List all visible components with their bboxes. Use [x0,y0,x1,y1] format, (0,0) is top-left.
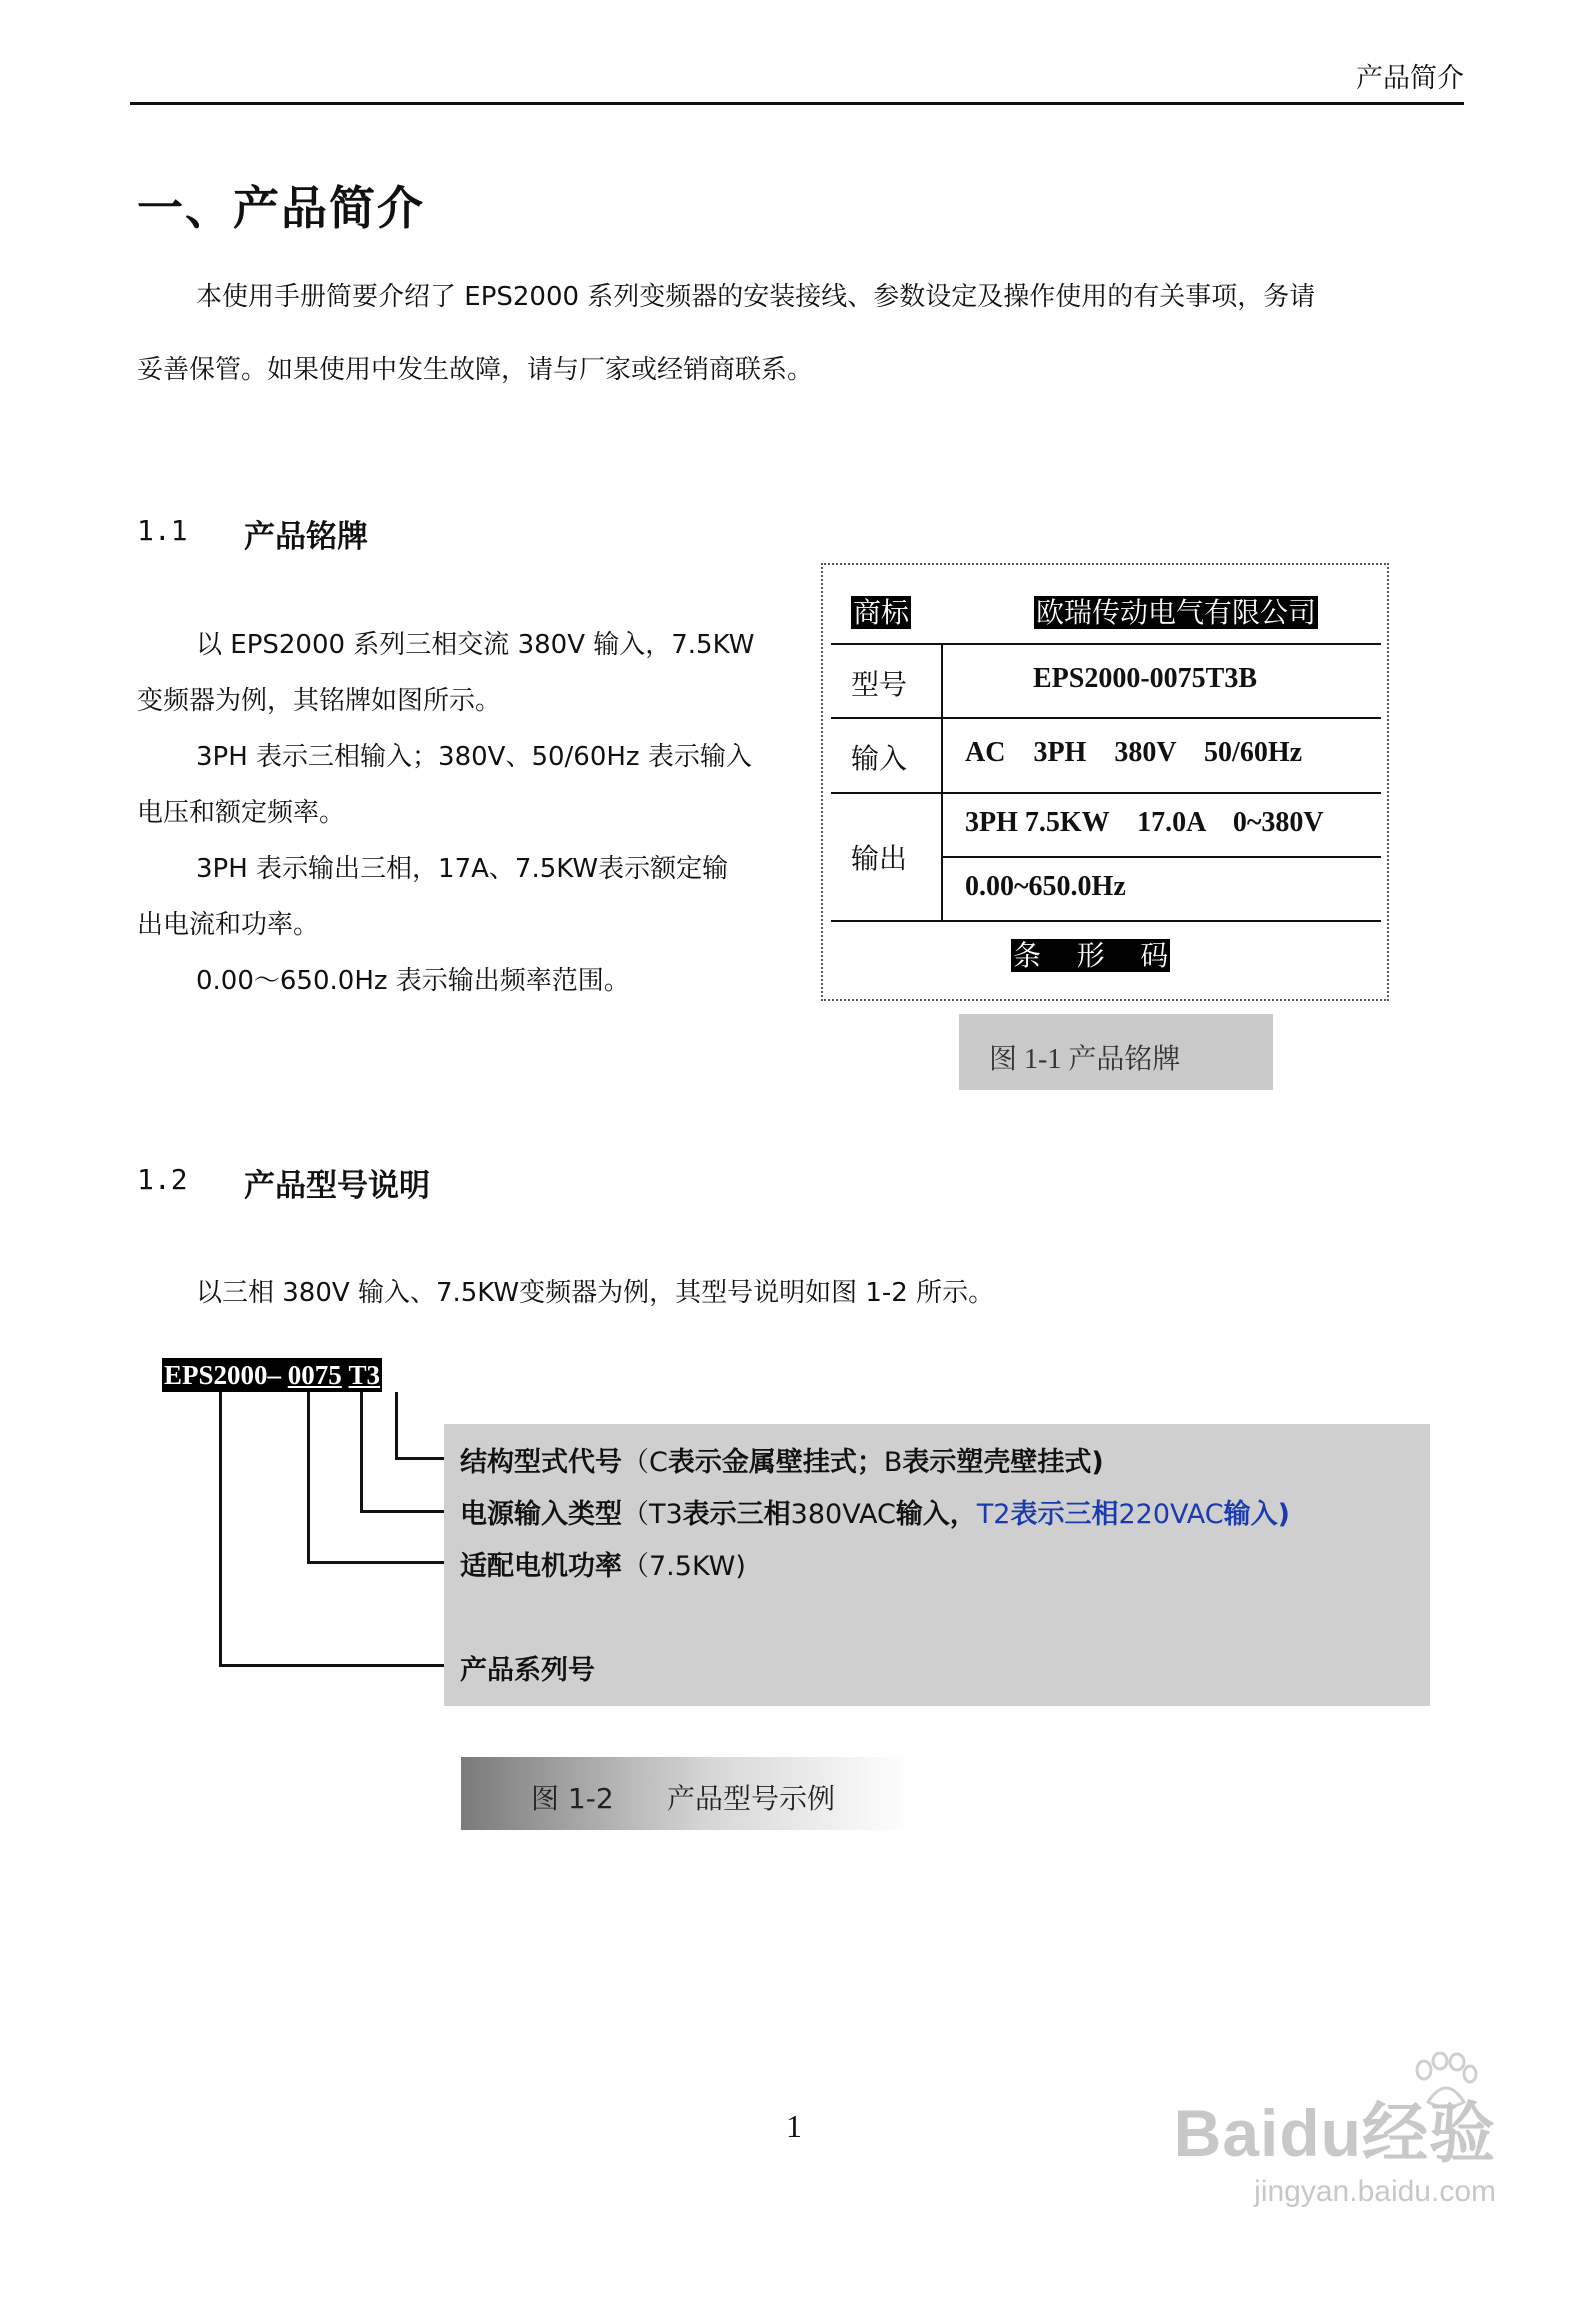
section-1-1-number: 1.1 [137,514,188,547]
section-1-2-title: 产品型号说明 [244,1168,430,1204]
series-row [460,1648,595,1687]
intro-line-1: 本使用手册简要介绍了 EPS2000 系列变频器的安装接线、参数设定及操作使用的有关事项，务请 [196,282,1316,312]
power-input-h: 输入) [1223,1499,1290,1530]
structure-desc-d: 表示塑壳壁挂式) [902,1447,1104,1478]
figure-1-caption: 图 1-1 产品铭牌 [989,1044,1181,1075]
structure-desc-c: B [883,1447,903,1478]
chapter-title: 一、产品简介 [137,181,425,235]
power-input-g: 220VAC [1118,1499,1224,1530]
figure-2-caption: 图 1-2 产品型号示例 [531,1782,836,1815]
watermark-url: jingyan.baidu.com [1254,2175,1496,2208]
structure-row [460,1440,1104,1479]
s1-line-2: 变频器为例，其铭牌如图所示。 [137,686,502,716]
s1-line-5: 3PH 表示输出三相，17A、7.5KW表示额定输 [196,854,729,884]
model-code-input: T3 [348,1360,381,1390]
header-divider [130,102,1464,105]
series-label: 产品系列号 [460,1655,595,1686]
output-label: 输出 [851,842,908,875]
figure-2-caption-box [461,1757,909,1830]
power-input-label: 电源输入类型 [460,1499,622,1530]
model-code-power: 0075 [287,1360,342,1390]
model-value: EPS2000-0075T3B [1033,663,1258,694]
model-code-series: EPS2000– [164,1360,282,1390]
model-code [162,1358,382,1392]
s1-line-4: 电压和额定频率。 [137,798,346,828]
barcode-label: 条 形 码 [1013,939,1169,972]
page-header-title: 产品简介 [1356,63,1464,94]
s1-line-7: 0.00～650.0Hz 表示输出频率范围。 [196,966,630,996]
output-value-1: 3PH 7.5KW 17.0A 0~380V [965,807,1324,838]
structure-desc-b: 表示金属壁挂式； [667,1447,884,1478]
brand-label: 商标 [853,596,910,629]
power-input-a: （T3 [622,1499,683,1530]
structure-desc-a: （C [622,1447,668,1478]
s1-line-6: 出电流和功率。 [137,910,320,940]
watermark [1174,2080,1496,2209]
structure-label: 结构型式代号 [460,1447,622,1478]
section-1-1-title: 产品铭牌 [244,519,368,555]
power-input-f: 表示三相 [1010,1499,1119,1530]
output-value-2: 0.00~650.0Hz [965,871,1126,902]
section-1-2-intro: 以三相 380V 输入、7.5KW变频器为例，其型号说明如图 1-2 所示。 [196,1278,995,1308]
motor-power-row [460,1544,746,1583]
motor-value: （7.5KW) [622,1551,746,1582]
s1-line-1: 以 EPS2000 系列三相交流 380V 输入，7.5KW [196,630,755,660]
page-number: 1 [786,2108,802,2144]
section-1-2-number: 1.2 [137,1163,188,1196]
power-input-d: 输入， [895,1499,977,1530]
power-input-e: T2 [976,1499,1011,1530]
motor-label: 适配电机功率 [460,1551,622,1582]
input-label: 输入 [851,742,908,775]
model-label: 型号 [851,668,908,701]
figure-1-caption-box [959,1014,1273,1090]
power-input-c: 380VAC [790,1499,896,1530]
power-input-b: 表示三相 [682,1499,791,1530]
brand-value: 欧瑞传动电气有限公司 [1036,596,1317,629]
power-input-row [460,1492,1290,1531]
s1-line-3: 3PH 表示三相输入；380V、50/60Hz 表示输入 [196,742,752,772]
input-value: AC 3PH 380V 50/60Hz [965,737,1303,768]
watermark-brand: Baidu经验 [1173,2096,1496,2170]
intro-line-2: 妥善保管。如果使用中发生故障，请与厂家或经销商联系。 [137,355,814,385]
nameplate-figure [821,563,1389,1001]
